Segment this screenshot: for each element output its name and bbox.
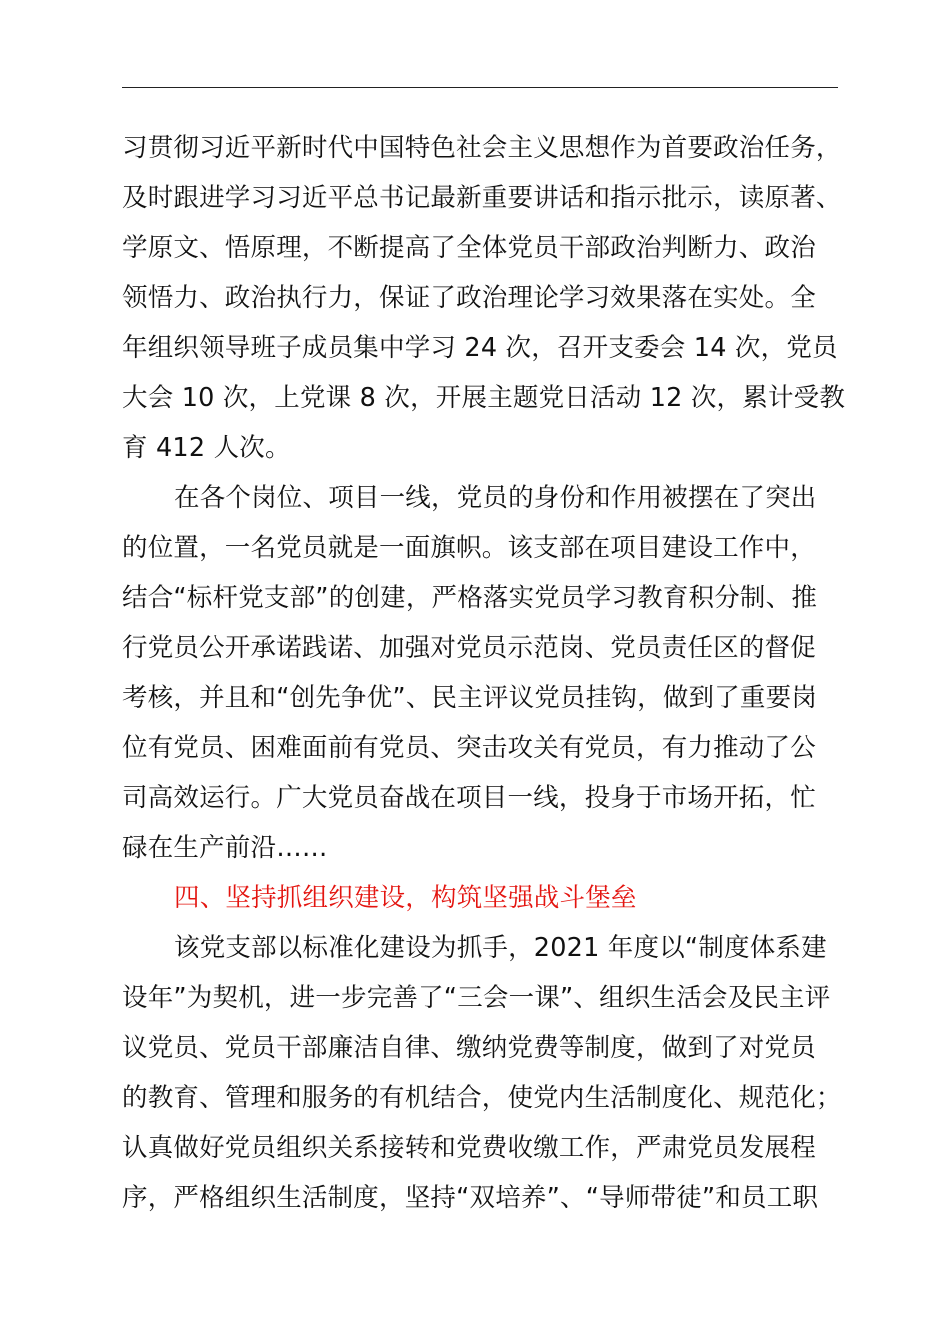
paragraph-line: 大会 10 次，上党课 8 次，开展主题党日活动 12 次，累计受教 — [122, 383, 846, 413]
paragraph-line: 考核，并且和“创先争优”、民主评议党员挂钩，做到了重要岗 — [122, 683, 818, 713]
paragraph-line: 序，严格组织生活制度，坚持“双培养”、“导师带徒”和员工职 — [122, 1183, 819, 1213]
paragraph-line: 育 412 人次。 — [122, 433, 291, 463]
paragraph-line: 议党员、党员干部廉洁自律、缴纳党费等制度，做到了对党员 — [122, 1033, 816, 1063]
paragraph-line: 司高效运行。广大党员奋战在项目一线，投身于市场开拓，忙 — [122, 783, 816, 813]
section-heading: 四、坚持抓组织建设，构筑坚强战斗堡垒 — [174, 883, 637, 913]
paragraph-line: 位有党员、困难面前有党员、突击攻关有党员，有力推动了公 — [122, 733, 816, 763]
paragraph-line: 及时跟进学习习近平总书记最新重要讲话和指示批示，读原著、 — [122, 183, 842, 213]
paragraph-line-indented: 该党支部以标准化建设为抓手，2021 年度以“制度体系建 — [174, 933, 827, 963]
paragraph-line: 年组织领导班子成员集中学习 24 次，召开支委会 14 次，党员 — [122, 333, 838, 363]
paragraph-line: 学原文、悟原理，不断提高了全体党员干部政治判断力、政治 — [122, 233, 816, 263]
paragraph-line: 结合“标杆党支部”的创建，严格落实党员学习教育积分制、推 — [122, 583, 818, 613]
paragraph-line: 领悟力、政治执行力，保证了政治理论学习效果落在实处。全 — [122, 283, 816, 313]
paragraph-line: 设年”为契机，进一步完善了“三会一课”、组织生活会及民主评 — [122, 983, 831, 1013]
paragraph-line: 的教育、管理和服务的有机结合，使党内生活制度化、规范化； — [122, 1083, 842, 1113]
paragraph-line: 认真做好党员组织关系接转和党费收缴工作，严肃党员发展程 — [122, 1133, 816, 1163]
paragraph-line: 习贯彻习近平新时代中国特色社会主义思想作为首要政治任务， — [122, 133, 842, 163]
paragraph-line: 碌在生产前沿…… — [122, 833, 328, 863]
paragraph-line-indented: 在各个岗位、项目一线，党员的身份和作用被摆在了突出 — [174, 483, 817, 513]
paragraph-line: 的位置，一名党员就是一面旗帜。该支部在项目建设工作中， — [122, 533, 816, 563]
paragraph-line: 行党员公开承诺践诺、加强对党员示范岗、党员责任区的督促 — [122, 633, 816, 663]
header-rule — [122, 87, 838, 88]
